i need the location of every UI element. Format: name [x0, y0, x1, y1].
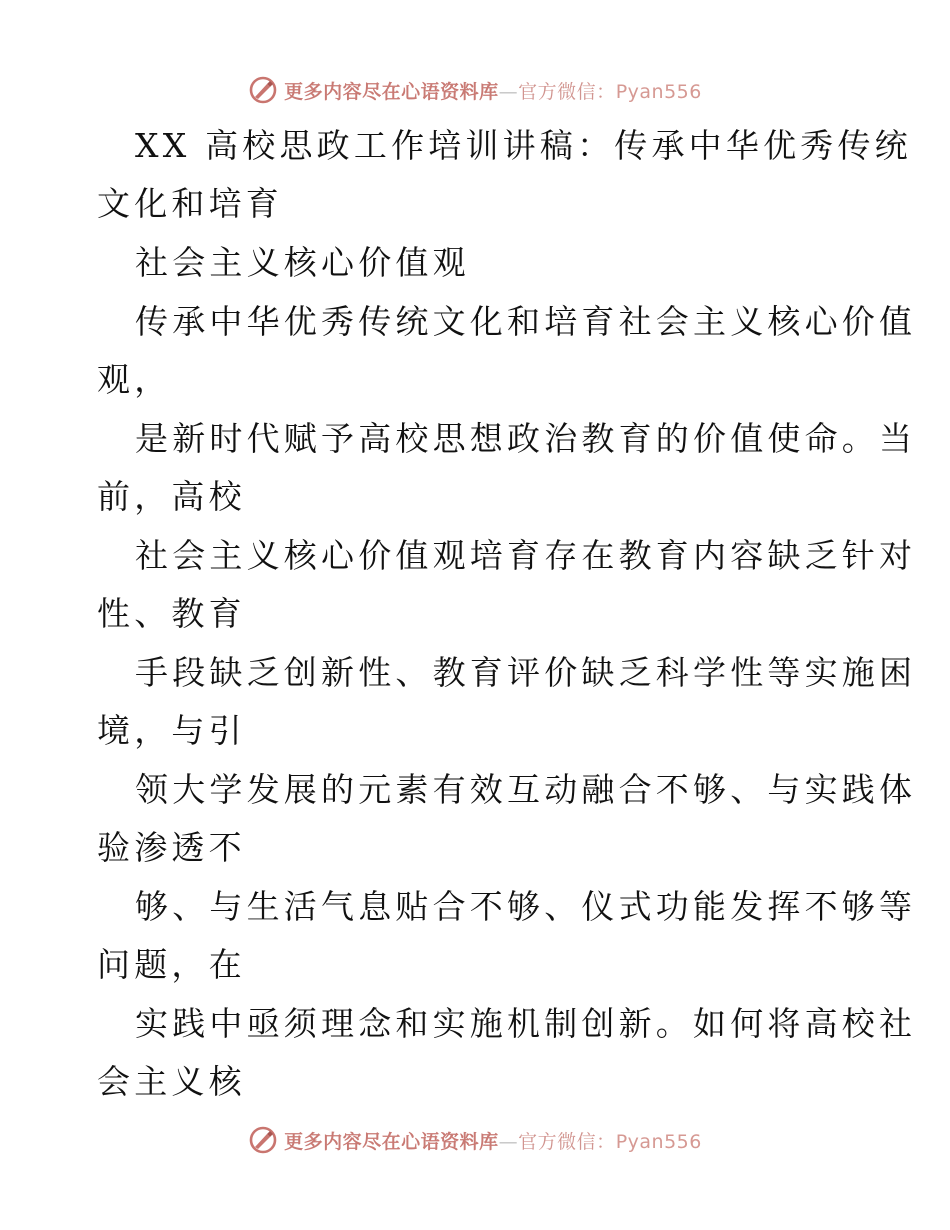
paragraph-line: 境，与引	[97, 711, 246, 750]
footer-watermark	[0, 1120, 950, 1160]
paragraph-line: 社会主义核心价值观培育存在教育内容缺乏针对	[135, 536, 917, 575]
watermark-account: Pyan556	[615, 1130, 702, 1153]
watermark-separator: —	[498, 80, 519, 103]
document-title-line: 文化和培育	[97, 184, 283, 223]
watermark-brand: 更多内容尽在心语资料库	[284, 80, 499, 103]
watermark-separator: —	[498, 1130, 519, 1153]
document-title-line: XX 高校思政工作培训讲稿：传承中华优秀传统	[135, 126, 912, 165]
paragraph-line: 实践中亟须理念和实施机制创新。如何将高校社	[135, 1004, 917, 1043]
paragraph-line: 传承中华优秀传统文化和培育社会主义核心价值	[135, 302, 917, 341]
pen-logo-icon	[248, 75, 278, 105]
paragraph-line: 够、与生活气息贴合不够、仪式功能发挥不够等	[135, 887, 917, 926]
paragraph-line: 问题，在	[97, 945, 246, 984]
paragraph-line: 领大学发展的元素有效互动融合不够、与实践体	[135, 770, 917, 809]
watermark-text	[284, 1127, 702, 1154]
paragraph-line: 验渗透不	[97, 828, 246, 867]
paragraph-line: 手段缺乏创新性、教育评价缺乏科学性等实施困	[135, 653, 917, 692]
paragraph-line: 观，	[97, 360, 172, 399]
watermark-text	[284, 77, 702, 104]
paragraph-line: 会主义核	[97, 1062, 246, 1101]
watermark-brand: 更多内容尽在心语资料库	[284, 1130, 499, 1153]
paragraph-line: 是新时代赋予高校思想政治教育的价值使命。当	[135, 419, 917, 458]
pen-logo-icon	[248, 1125, 278, 1155]
paragraph-line: 性、教育	[97, 594, 246, 633]
paragraph-line: 前，高校	[97, 477, 246, 516]
watermark-label: 官方微信：	[518, 1130, 616, 1153]
header-watermark	[0, 70, 950, 110]
watermark-label: 官方微信：	[518, 80, 616, 103]
watermark-account: Pyan556	[615, 80, 702, 103]
document-subtitle-line: 社会主义核心价值观	[135, 243, 470, 282]
